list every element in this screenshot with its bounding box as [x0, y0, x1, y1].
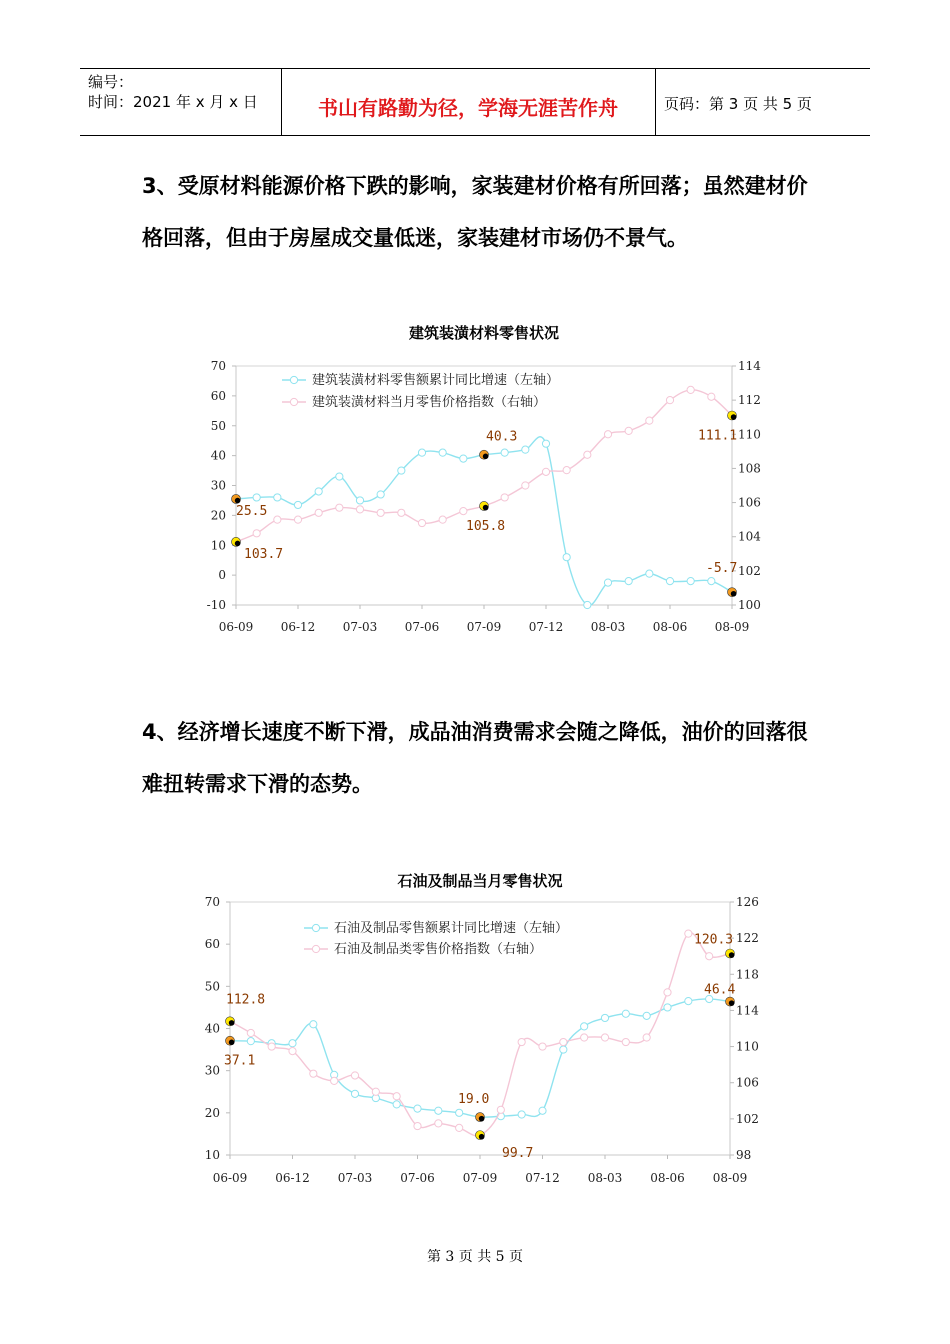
series-point-0	[315, 488, 322, 495]
y-right-tick-label: 106	[736, 1075, 759, 1090]
series-point-0	[336, 473, 343, 480]
y-left-tick-label: 20	[210, 508, 226, 523]
series-point-0	[518, 1111, 525, 1118]
series-point-1	[539, 1043, 546, 1050]
series-point-1	[646, 417, 653, 424]
legend-label: 建筑装潢材料当月零售价格指数（右轴）	[312, 395, 547, 410]
series-point-0	[646, 570, 653, 577]
data-label: 112.8	[226, 992, 266, 1008]
series-point-1	[247, 1029, 254, 1036]
y-right-tick-label: 114	[736, 1003, 759, 1018]
legend-marker	[290, 376, 297, 383]
chart-title: 石油及制品当月零售状况	[397, 872, 563, 890]
series-point-0	[253, 494, 260, 501]
series-point-0	[522, 446, 529, 453]
series-point-0	[289, 1040, 296, 1047]
series-point-0	[439, 449, 446, 456]
series-point-1	[604, 431, 611, 438]
y-right-tick-label: 100	[738, 598, 761, 612]
series-point-1	[664, 989, 671, 996]
x-tick-label: 07-09	[466, 620, 502, 634]
series-point-0	[542, 440, 549, 447]
data-label: 111.1	[698, 428, 738, 444]
x-tick-label: 06-09	[212, 1171, 248, 1185]
series-point-1	[601, 1034, 608, 1041]
series-point-1	[377, 509, 384, 516]
highlight-marker-core	[483, 505, 489, 511]
y-right-tick-label: 112	[738, 393, 761, 408]
highlight-marker-core	[229, 1040, 235, 1046]
series-point-0	[294, 501, 301, 508]
series-point-1	[460, 508, 467, 515]
series-point-1	[563, 467, 570, 474]
series-point-0	[351, 1090, 358, 1097]
series-point-0	[501, 449, 508, 456]
series-point-1	[542, 468, 549, 475]
data-label: 105.8	[466, 518, 506, 534]
series-point-1	[351, 1072, 358, 1079]
x-tick-label: 07-03	[337, 1171, 373, 1185]
y-left-tick-label: 10	[204, 1148, 220, 1162]
y-left-tick-label: 70	[210, 359, 226, 373]
header-divider	[655, 68, 656, 136]
data-label: 25.5	[236, 503, 268, 519]
x-tick-label: 08-09	[712, 1171, 748, 1185]
page-footer: 第 3 页 共 5 页	[426, 1249, 524, 1265]
series-point-1	[625, 427, 632, 434]
chart-petroleum-products	[200, 866, 780, 1196]
series-point-0	[601, 1014, 608, 1021]
series-point-1	[418, 519, 425, 526]
x-tick-label: 07-12	[525, 1171, 560, 1185]
data-label: 120.3	[694, 932, 734, 948]
series-point-1	[294, 516, 301, 523]
x-tick-label: 06-12	[275, 1171, 310, 1185]
x-tick-label: 06-09	[218, 620, 254, 634]
series-point-0	[414, 1105, 421, 1112]
series-point-0	[687, 578, 694, 585]
series-point-0	[377, 491, 384, 498]
time-label: 时间：2021 年 x 月 x 日	[88, 93, 258, 111]
motto: 书山有路勤为径，学海无涯苦作舟	[318, 96, 618, 120]
series-point-0	[563, 554, 570, 561]
series-point-1	[435, 1120, 442, 1127]
series-point-1	[501, 494, 508, 501]
series-point-0	[247, 1038, 254, 1045]
series-point-1	[497, 1106, 504, 1113]
highlight-marker-core	[235, 541, 241, 547]
y-right-tick-label: 114	[738, 359, 761, 373]
legend-label: 石油及制品类零售价格指数（右轴）	[334, 942, 543, 957]
y-right-tick-label: 98	[736, 1148, 752, 1162]
series-point-1	[393, 1093, 400, 1100]
series-point-1	[687, 386, 694, 393]
x-tick-label: 07-03	[342, 620, 378, 634]
highlight-marker-core	[479, 1134, 485, 1140]
highlight-marker-core	[479, 1116, 485, 1122]
y-left-tick-label: 10	[210, 538, 226, 553]
series-point-0	[539, 1107, 546, 1114]
y-left-tick-label: 30	[210, 478, 226, 493]
x-tick-label: 07-12	[528, 620, 564, 634]
y-left-tick-label: 50	[204, 979, 220, 994]
y-left-tick-label: 60	[204, 937, 220, 952]
series-point-1	[456, 1124, 463, 1131]
highlight-marker-core	[731, 414, 737, 420]
series-point-1	[706, 953, 713, 960]
series-point-0	[418, 449, 425, 456]
paragraph-3: 3、受原材料能源价格下跌的影响，家装建材价格有所回落；虽然建材价格回落，但由于房屋成交量低迷，家装建材市场仍不景气。	[142, 174, 808, 250]
y-right-tick-label: 102	[736, 1111, 759, 1126]
series-point-1	[560, 1038, 567, 1045]
series-point-1	[253, 530, 260, 537]
legend-marker	[312, 924, 319, 931]
highlight-marker-core	[729, 1000, 735, 1006]
series-point-0	[560, 1046, 567, 1053]
legend-label: 石油及制品零售额累计同比增速（左轴）	[334, 921, 569, 936]
y-left-tick-label: -10	[206, 598, 226, 612]
series-point-0	[666, 578, 673, 585]
series-point-1	[398, 509, 405, 516]
paragraph-4: 4、经济增长速度不断下滑，成品油消费需求会随之降低，油价的回落很难扭转需求下滑的态势。	[142, 720, 808, 796]
y-left-tick-label: 20	[204, 1105, 220, 1120]
data-label: -5.7	[706, 561, 738, 577]
series-point-0	[584, 601, 591, 608]
series-point-0	[708, 578, 715, 585]
x-tick-label: 08-03	[590, 620, 626, 634]
series-point-0	[581, 1023, 588, 1030]
series-point-0	[274, 494, 281, 501]
series-point-1	[622, 1038, 629, 1045]
data-label: 46.4	[704, 982, 736, 998]
series-point-1	[666, 397, 673, 404]
series-point-1	[372, 1088, 379, 1095]
series-point-0	[310, 1021, 317, 1028]
y-right-tick-label: 110	[738, 427, 761, 442]
data-label: 19.0	[458, 1092, 490, 1108]
legend-marker	[312, 945, 319, 952]
x-tick-label: 08-06	[650, 1171, 685, 1185]
series-point-1	[581, 1034, 588, 1041]
highlight-marker-core	[731, 591, 737, 597]
series-point-1	[356, 506, 363, 513]
series-point-0	[643, 1012, 650, 1019]
series-point-1	[522, 482, 529, 489]
series-point-0	[604, 579, 611, 586]
chart-title: 建筑装潢材料零售状况	[408, 324, 560, 342]
series-point-0	[356, 497, 363, 504]
series-point-1	[414, 1122, 421, 1129]
data-label: 40.3	[486, 429, 518, 445]
y-right-tick-label: 106	[738, 495, 761, 510]
legend-marker	[290, 398, 297, 405]
series-point-0	[460, 455, 467, 462]
highlight-marker-core	[483, 454, 489, 460]
series-point-1	[331, 1077, 338, 1084]
series-point-1	[336, 504, 343, 511]
series-point-1	[708, 393, 715, 400]
x-tick-label: 08-03	[587, 1171, 623, 1185]
series-point-0	[685, 997, 692, 1004]
y-right-tick-label: 102	[738, 563, 761, 578]
series-point-0	[625, 578, 632, 585]
header-top-rule	[80, 68, 870, 69]
header-bottom-rule	[80, 135, 870, 136]
y-left-tick-label: 40	[210, 448, 226, 463]
series-point-1	[439, 516, 446, 523]
series-point-1	[584, 451, 591, 458]
x-tick-label: 07-06	[404, 620, 440, 634]
y-left-tick-label: 50	[210, 418, 226, 433]
y-right-tick-label: 126	[736, 895, 759, 909]
data-label: 103.7	[244, 546, 284, 562]
highlight-marker-core	[729, 952, 735, 958]
x-tick-label: 07-09	[462, 1171, 498, 1185]
y-right-tick-label: 108	[738, 461, 761, 476]
series-point-1	[518, 1038, 525, 1045]
x-tick-label: 07-06	[400, 1171, 435, 1185]
series-point-0	[456, 1109, 463, 1116]
series-point-1	[268, 1043, 275, 1050]
series-point-0	[622, 1010, 629, 1017]
y-left-tick-label: 70	[204, 895, 220, 909]
series-point-0	[664, 1004, 671, 1011]
data-label: 37.1	[224, 1053, 256, 1069]
series-point-1	[685, 930, 692, 937]
x-tick-label: 08-06	[652, 620, 688, 634]
series-point-1	[643, 1034, 650, 1041]
series-point-1	[289, 1047, 296, 1054]
y-left-tick-label: 0	[218, 568, 226, 583]
series-point-1	[310, 1070, 317, 1077]
series-point-1	[274, 516, 281, 523]
y-right-tick-label: 104	[738, 529, 761, 544]
x-tick-label: 08-09	[714, 620, 750, 634]
series-point-0	[398, 467, 405, 474]
legend-label: 建筑装潢材料零售额累计同比增速（左轴）	[312, 373, 560, 388]
chart-building-materials	[200, 318, 780, 643]
y-left-tick-label: 30	[204, 1063, 220, 1078]
x-tick-label: 06-12	[280, 620, 316, 634]
y-left-tick-label: 40	[204, 1021, 220, 1036]
y-right-tick-label: 118	[736, 967, 759, 982]
y-left-tick-label: 60	[210, 388, 226, 403]
series-point-0	[435, 1107, 442, 1114]
series-point-1	[315, 509, 322, 516]
highlight-marker-core	[229, 1020, 235, 1026]
serial-label: 编号：	[88, 73, 134, 91]
highlight-marker-core	[235, 498, 241, 504]
y-right-tick-label: 110	[736, 1039, 759, 1054]
y-right-tick-label: 122	[736, 931, 759, 946]
series-point-0	[393, 1101, 400, 1108]
data-label: 99.7	[502, 1146, 534, 1162]
page-label: 页码：第 3 页 共 5 页	[664, 95, 812, 113]
